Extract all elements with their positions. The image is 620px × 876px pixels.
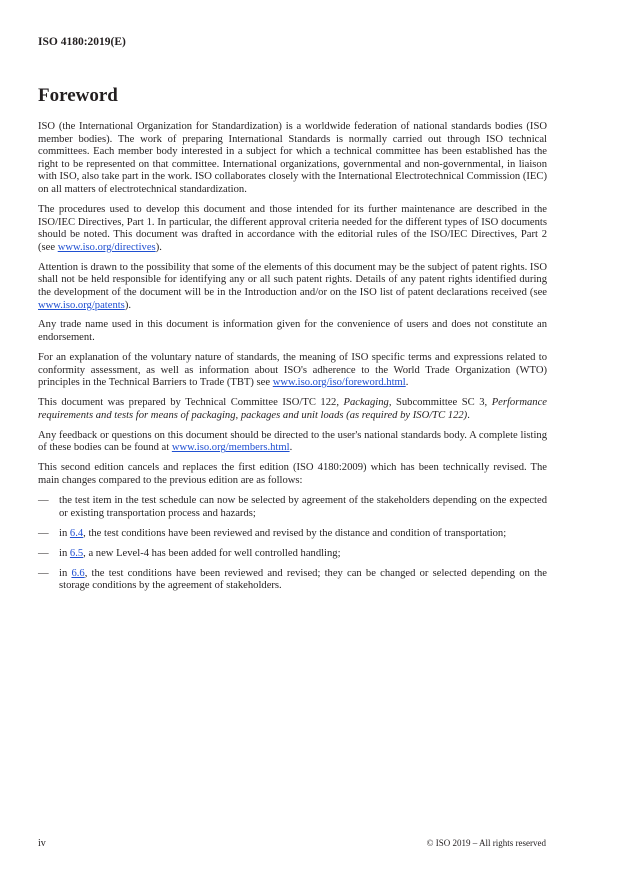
clause-6-4-link[interactable]: 6.4 [69, 527, 84, 539]
paragraph-text: The procedures used to develop this document and those intended for its further maintenance are described in the ISO/IEC Directives, Part 1. In particular, the different approval criteria needed for the different types of ISO documents should be noted. This document was drafted in accordance with the editorial rules of the ISO/IEC Directives, Part 2 (see [38, 203, 547, 253]
list-item-text: in [59, 567, 72, 579]
paragraph-feedback [38, 430, 547, 455]
list-item-text: , the test conditions have been reviewed and revised; they can be changed or selected depending on the storage conditions by the agreement of stakeholders. [59, 567, 548, 592]
paragraph-procedures [38, 204, 547, 254]
list-item-text: in [59, 547, 70, 559]
dash-bullet: — [38, 567, 49, 579]
paragraph-text: Attention is drawn to the possibility that some of the elements of this document may be the subject of patent rights. ISO shall not be held responsible for identifying any or all such patent rights. Details of any patent rights identified during the development of the document will be in the Introduction and/or on the ISO list of patent declarations received (see [38, 261, 547, 298]
changes-list [38, 495, 547, 593]
directives-link[interactable]: www.iso.org/directives [57, 241, 156, 253]
paragraph-iso-intro: ISO (the International Organization for Standardization) is a worldwide federation of national standards bodies (ISO member bodies). The work of preparing International Standards is normally carried out through ISO technical committees. Each member body interested in a subject for which a technical committee has been established has the right to be represented on that committee. International organizations, governmental and non-governmental, in liaison with ISO, also take part in the work. ISO collaborates closely with the International Electrotechnical Commission (IEC) on all matters of electrotechnical standardization. [38, 121, 547, 195]
members-link[interactable]: www.iso.org/members.html [171, 442, 290, 454]
list-item-text: the test item in the test schedule can now be selected by agreement of the stakeholders depending on the expected or existing transportation process and hazards; [59, 494, 547, 519]
paragraph-voluntary-nature [38, 352, 547, 390]
paragraph-patents [38, 262, 547, 312]
dash-bullet: — [38, 547, 49, 559]
list-item [38, 528, 547, 541]
paragraph-text: Any feedback or questions on this document should be directed to the user's national standards body. A complete listing of these bodies can be found at [38, 429, 547, 454]
committee-title: Packaging [343, 397, 389, 409]
dash-bullet: — [38, 527, 49, 539]
subcommittee-title: Performance requirements and tests for means of packaging, packages and unit loads (as required by ISO/TC 122) [38, 397, 547, 421]
paragraph-text: , Subcommittee SC 3, [388, 397, 492, 409]
clause-6-5-link[interactable]: 6.5 [69, 547, 84, 559]
paragraph-text: ). [124, 299, 131, 311]
patents-link[interactable]: www.iso.org/patents [38, 299, 125, 311]
document-id-header: ISO 4180:2019(E) [38, 36, 126, 48]
list-item [38, 568, 547, 593]
paragraph-edition: This second edition cancels and replaces the first edition (ISO 4180:2009) which has been technically revised. The main changes compared to the previous edition are as follows: [38, 462, 547, 486]
page-number: iv [38, 838, 46, 849]
paragraph-text: This document was prepared by Technical Committee ISO/TC 122, [38, 397, 344, 409]
paragraph-trade-name: Any trade name used in this document is information given for the convenience of users and does not constitute an endorsement. [38, 319, 547, 344]
list-item [38, 495, 547, 520]
paragraph-text: ). [155, 241, 162, 253]
paragraph-text: . [405, 377, 409, 389]
foreword-link[interactable]: www.iso.org/iso/foreword.html [272, 377, 406, 389]
list-item-text: in [59, 527, 70, 539]
clause-6-6-link[interactable]: 6.6 [71, 567, 85, 579]
dash-bullet: — [38, 494, 49, 506]
page-title: Foreword [38, 85, 118, 106]
list-item-text: , the test conditions have been reviewed and revised by the distance and condition of transportation; [83, 527, 507, 539]
list-item-text: , a new Level-4 has been added for well controlled handling; [83, 547, 341, 559]
paragraph-text: For an explanation of the voluntary nature of standards, the meaning of ISO specific terms and expressions related to conformity assessment, as well as information about ISO's adherence to the World Trade Organization (WTO) principles in the Technical Barriers to Trade (TBT) see [38, 352, 547, 389]
paragraph-text: . [289, 442, 293, 454]
paragraph-text: . [467, 409, 470, 421]
foreword-body [38, 121, 547, 600]
paragraph-committee [38, 397, 547, 422]
list-item [38, 548, 547, 561]
copyright-notice: © ISO 2019 – All rights reserved [426, 838, 546, 848]
